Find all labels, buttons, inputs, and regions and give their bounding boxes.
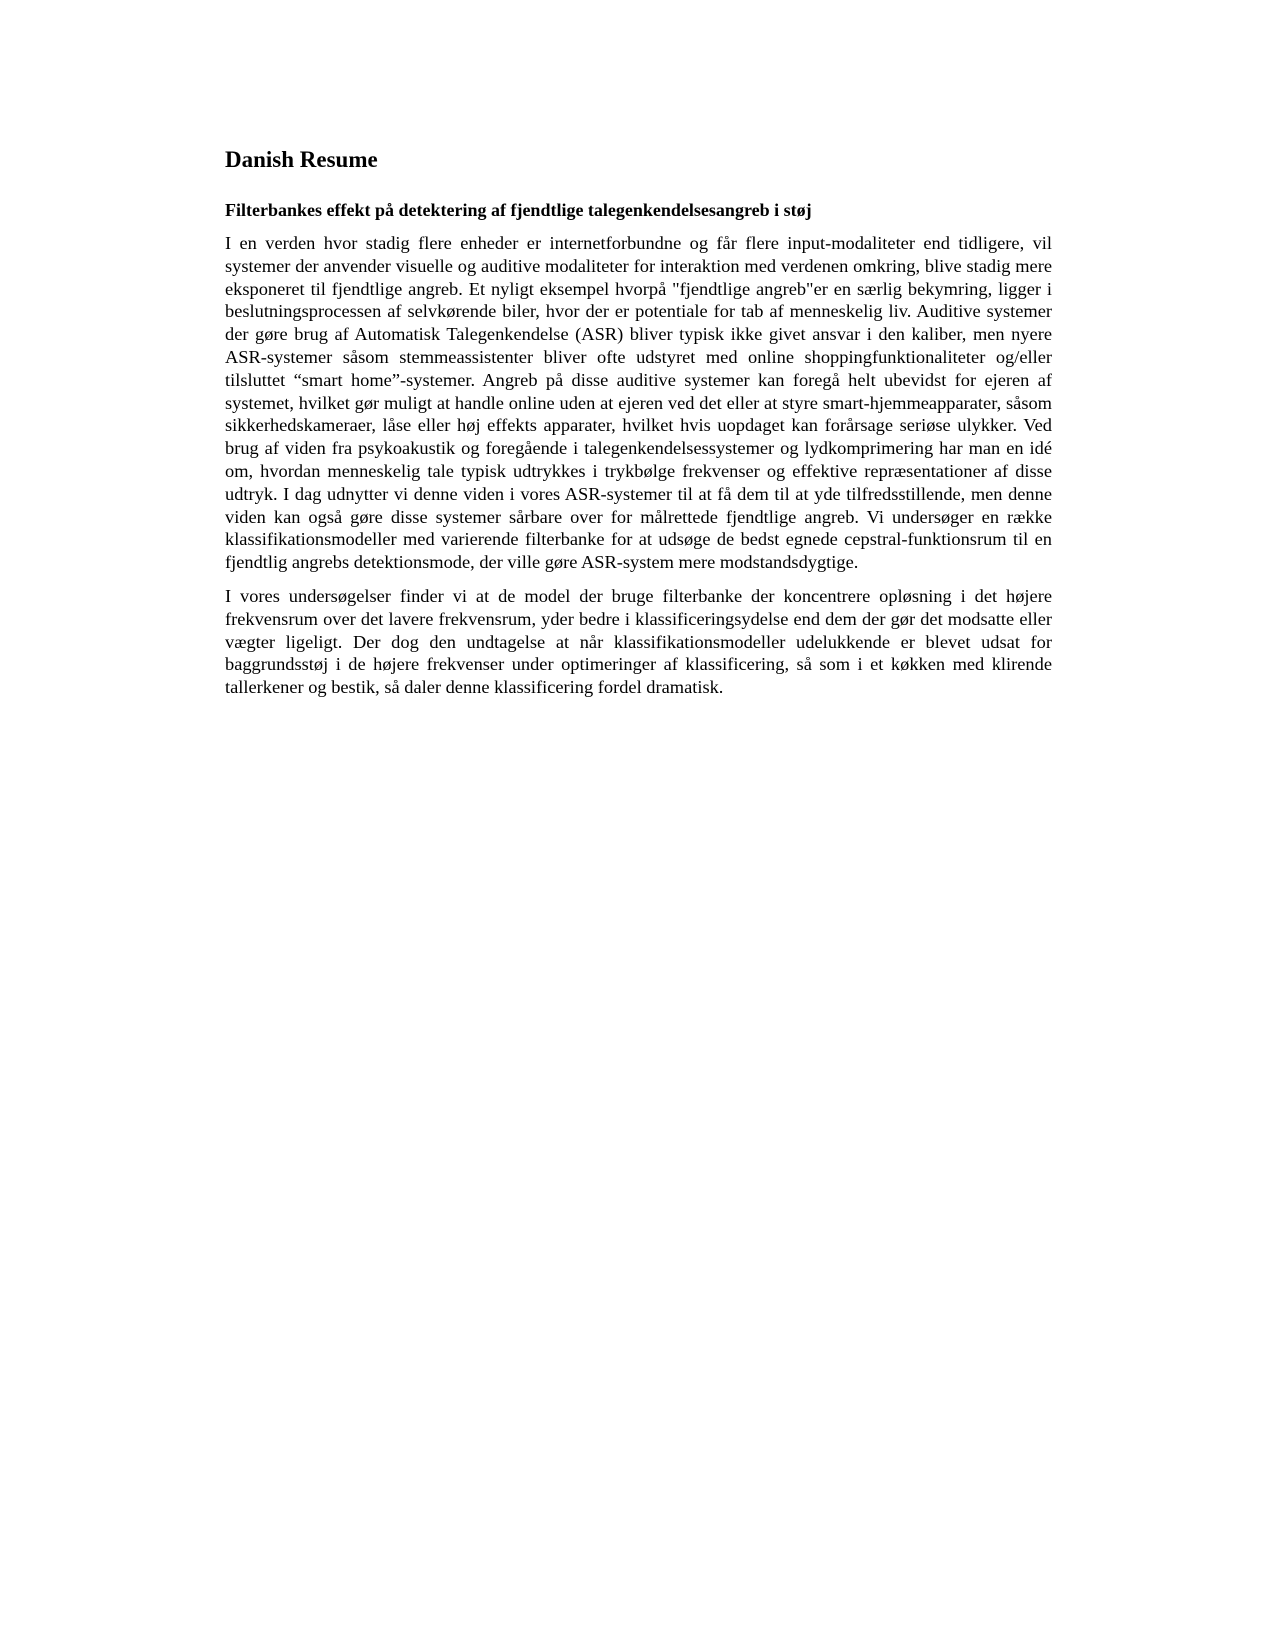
document-page (225, 146, 1052, 699)
body-paragraph-2: I vores undersøgelser finder vi at de model der bruge filterbanke der koncentrere opløsning i det højere frekvensrum over det lavere frekvensrum, yder bedre i klassificeringsydelse end dem der gør det modsatte eller vægter ligeligt. Der dog den undtagelse at når klassifikationsmodeller udelukkende er blevet udsat for baggrundsstøj i de højere frekvenser under optimeringer af klassificering, så som i et køkken med klirende tallerkener og bestik, så daler denne klassificering fordel dramatisk. (225, 585, 1052, 698)
body-paragraph-1: I en verden hvor stadig flere enheder er internetforbundne og får flere input-modaliteter end tidligere, vil systemer der anvender visuelle og auditive modaliteter for interaktion med verdenen omkring, blive stadig mere eksponeret til fjendtlige angreb. Et nyligt eksempel hvorpå "fjendtlige angreb"er en særlig bekymring, ligger i beslutningsprocessen af selvkørende biler, hvor der er potentiale for tab af menneskelig liv. Auditive systemer der gøre brug af Automatisk Talegenkendelse (ASR) bliver typisk ikke givet ansvar i den kaliber, men nyere ASR-systemer såsom stemmeassistenter bliver ofte udstyret med online shoppingfunktionaliteter og/eller tilsluttet “smart home”-systemer. Angreb på disse auditive systemer kan foregå helt ubevidst for ejeren af systemet, hvilket gør muligt at handle online uden at ejeren ved det eller at styre smart-hjemmeapparater, såsom sikkerhedskameraer, låse eller høj effekts apparater, hvilket hvis uopdaget kan forårsage seriøse ulykker. Ved brug af viden fra psykoakustik og foregående i talegenkendelsessystemer og lydkomprimering har man en idé om, hvordan menneskelig tale typisk udtrykkes i trykbølge frekvenser og effektive repræsentationer af disse udtryk. I dag udnytter vi denne viden i vores ASR-systemer til at få dem til at yde tilfredsstillende, men denne viden kan også gøre disse systemer sårbare over for målrettede fjendtlige angreb. Vi undersøger en række klassifikationsmodeller med varierende filterbanke for at udsøge de bedst egnede cepstral-funktionsrum til en fjendtlig angrebs detektionsmode, der ville gøre ASR-system mere modstandsdygtige. (225, 233, 1052, 573)
chapter-title: Danish Resume (225, 147, 378, 172)
section-title: Filterbankes effekt på detektering af fjendtlige talegenkendelsesangreb i støj (225, 200, 812, 220)
